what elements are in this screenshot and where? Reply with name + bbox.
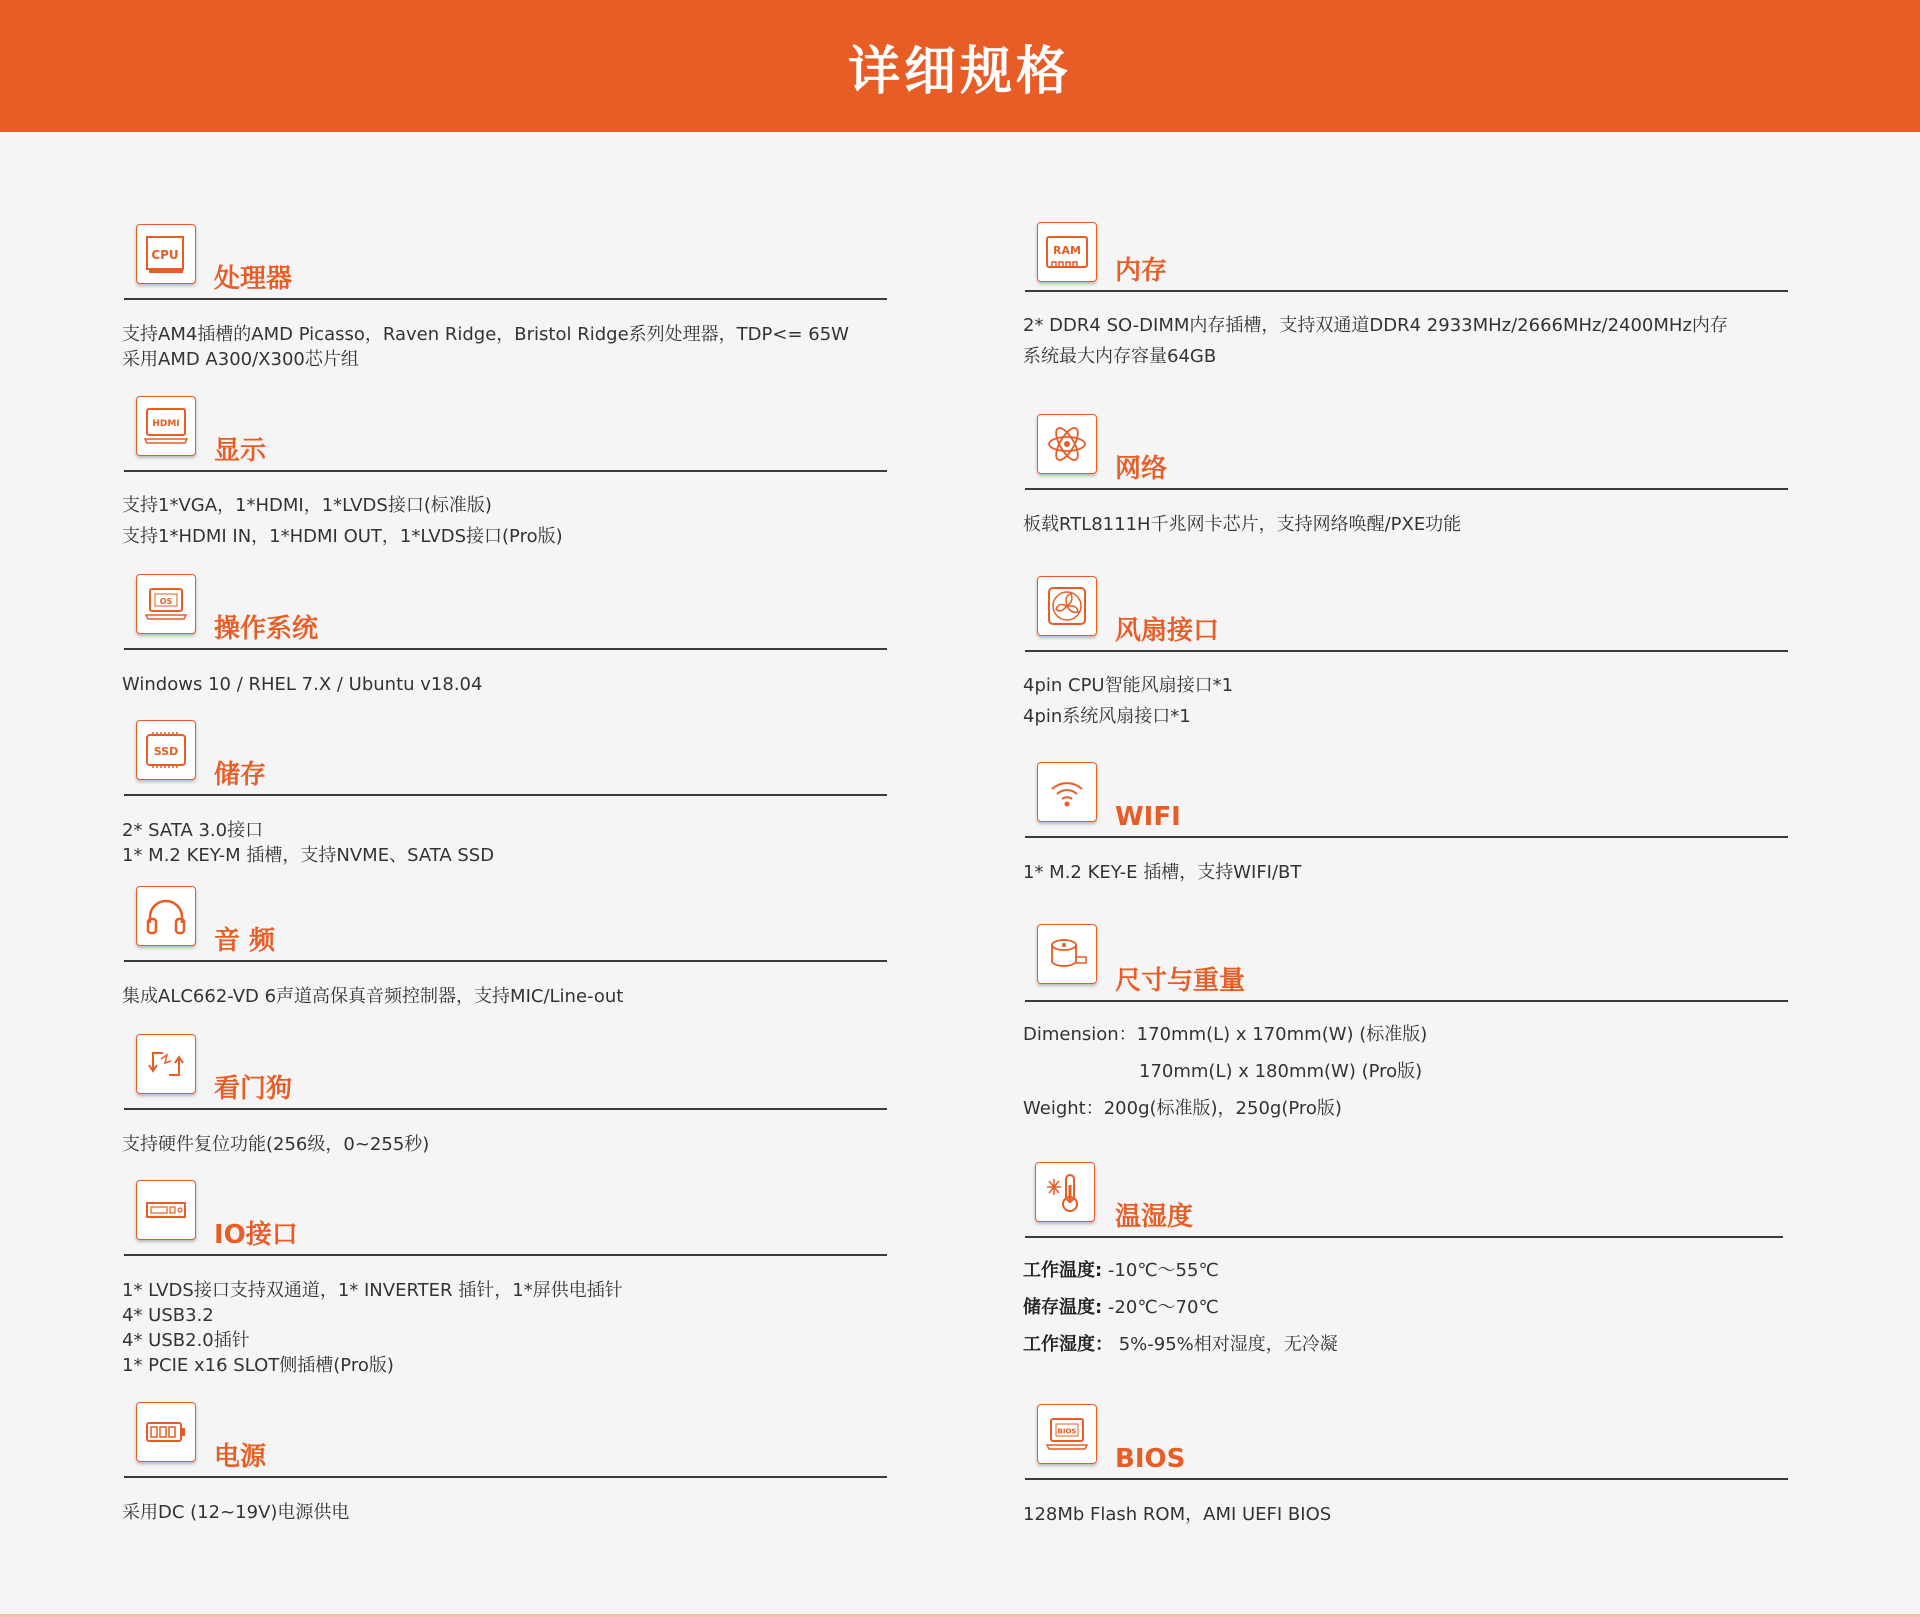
section-memory: [1023, 222, 1788, 372]
spec-line: 支持1*HDMI IN，1*HDMI OUT，1*LVDS接口(Pro版): [122, 526, 563, 547]
divider: [124, 1108, 887, 1110]
divider: [124, 648, 887, 650]
section-title: 电源: [214, 1442, 267, 1472]
svg-text:CPU: CPU: [151, 248, 179, 262]
divider: [124, 298, 887, 300]
section-title: 储存: [214, 760, 267, 790]
header-banner: [0, 0, 1920, 132]
section-title: BIOS: [1115, 1444, 1186, 1474]
os-laptop-icon: [136, 574, 196, 634]
spec-line: Dimension：170mm(L) x 170mm(W) (标准版): [1023, 1024, 1428, 1045]
spec-label: 工作温度:: [1023, 1260, 1103, 1281]
fan-icon: [1037, 576, 1097, 636]
spec-row: [1023, 1289, 1788, 1326]
battery-icon: [136, 1402, 196, 1462]
watchdog-refresh-icon: [136, 1034, 196, 1094]
svg-text:SSD: SSD: [153, 745, 179, 758]
divider: [1025, 650, 1788, 652]
hdmi-monitor-icon: [136, 396, 196, 456]
divider: [1025, 1236, 1783, 1238]
section-title: WIFI: [1115, 802, 1181, 832]
thermometer-icon: [1035, 1162, 1095, 1222]
divider: [124, 794, 887, 796]
section-temperature: [1023, 1162, 1788, 1363]
section-title: 处理器: [214, 264, 293, 294]
section-title: 尺寸与重量: [1115, 966, 1246, 996]
spec-line: 系统最大内存容量64GB: [1023, 346, 1217, 367]
spec-row: [1023, 1252, 1788, 1289]
section-title: IO接口: [214, 1220, 298, 1250]
section-cpu: [122, 224, 887, 372]
divider: [124, 1254, 887, 1256]
section-title: 显示: [214, 436, 267, 466]
bios-laptop-icon: [1037, 1404, 1097, 1464]
spec-value: -10℃～55℃: [1102, 1260, 1219, 1281]
divider: [1025, 290, 1788, 292]
svg-text:HDMI: HDMI: [152, 419, 180, 429]
svg-text:RAM: RAM: [1053, 244, 1081, 257]
spec-line: Windows 10 / RHEL 7.X / Ubuntu v18.04: [122, 674, 483, 695]
divider: [124, 470, 887, 472]
spec-value: -20℃～70℃: [1102, 1297, 1219, 1318]
spec-line: Weight：200g(标准版)，250g(Pro版): [1023, 1098, 1342, 1119]
svg-text:BIOS: BIOS: [1057, 1427, 1077, 1436]
section-title: 看门狗: [214, 1074, 293, 1104]
divider: [1025, 836, 1788, 838]
cpu-icon: [136, 224, 196, 284]
spec-line: 采用DC (12~19V)电源供电: [122, 1502, 350, 1523]
section-watchdog: [122, 1034, 887, 1157]
section-size-weight: [1023, 924, 1788, 1127]
divider: [124, 1476, 887, 1478]
svg-text:OS: OS: [159, 597, 173, 606]
section-title: 网络: [1115, 454, 1168, 484]
spec-line: 2* SATA 3.0接口: [122, 820, 264, 841]
divider: [124, 960, 887, 962]
spec-line: 4* USB2.0插针: [122, 1330, 250, 1351]
section-power: [122, 1402, 887, 1525]
section-os: [122, 574, 887, 697]
section-title: 操作系统: [214, 614, 319, 644]
spec-line: 128Mb Flash ROM，AMI UEFI BIOS: [1023, 1504, 1332, 1525]
spec-line: 支持AM4插槽的AMD Picasso，Raven Ridge，Bristol Ridge系列处理器，TDP<= 65W: [122, 324, 849, 345]
tape-measure-icon: [1037, 924, 1097, 984]
spec-line: 1* M.2 KEY-M 插槽，支持NVME、SATA SSD: [122, 845, 495, 866]
wifi-icon: [1037, 762, 1097, 822]
section-title: 温湿度: [1115, 1202, 1194, 1232]
section-audio: [122, 886, 887, 1009]
spec-line: 2* DDR4 SO-DIMM内存插槽，支持双通道DDR4 2933MHz/2666MHz/2400MHz内存: [1023, 315, 1728, 336]
io-port-icon: [136, 1180, 196, 1240]
divider: [1025, 1000, 1788, 1002]
section-network: [1023, 414, 1788, 537]
spec-label: 储存温度:: [1023, 1297, 1103, 1318]
section-title: 音 频: [214, 926, 276, 956]
spec-line: 板载RTL8111H千兆网卡芯片，支持网络唤醒/PXE功能: [1023, 514, 1462, 535]
section-title: 风扇接口: [1115, 616, 1220, 646]
divider: [1025, 1478, 1788, 1480]
headphones-icon: [136, 886, 196, 946]
spec-line: 1* PCIE x16 SLOT侧插槽(Pro版): [122, 1355, 394, 1376]
spec-line: 支持1*VGA，1*HDMI，1*LVDS接口(标准版): [122, 495, 492, 516]
spec-line: 支持硬件复位功能(256级，0~255秒): [122, 1134, 430, 1155]
ram-icon: [1037, 222, 1097, 282]
section-wifi: [1023, 762, 1788, 885]
spec-line: 集成ALC662-VD 6声道高保真音频控制器，支持MIC/Line-out: [122, 986, 624, 1007]
spec-line: 4* USB3.2: [122, 1305, 214, 1326]
network-atom-icon: [1037, 414, 1097, 474]
section-fan: [1023, 576, 1788, 732]
spec-label: 工作湿度：: [1023, 1334, 1113, 1355]
page-title: 详细规格: [847, 41, 1072, 102]
spec-line: 1* LVDS接口支持双通道，1* INVERTER 插针，1*屏供电插针: [122, 1280, 623, 1301]
spec-value: 5%-95%相对湿度，无冷凝: [1113, 1334, 1338, 1355]
spec-line: 170mm(L) x 180mm(W) (Pro版): [1139, 1061, 1423, 1082]
section-display: [122, 396, 887, 552]
spec-line: 4pin CPU智能风扇接口*1: [1023, 675, 1234, 696]
section-title: 内存: [1115, 256, 1168, 286]
section-io: [122, 1180, 887, 1378]
section-bios: [1023, 1404, 1788, 1527]
ssd-icon: [136, 720, 196, 780]
section-storage: [122, 720, 887, 868]
spec-line: 采用AMD A300/X300芯片组: [122, 349, 359, 370]
spec-row: [1023, 1326, 1788, 1363]
spec-line: 1* M.2 KEY-E 插槽，支持WIFI/BT: [1023, 862, 1302, 883]
divider: [1025, 488, 1788, 490]
spec-line: 4pin系统风扇接口*1: [1023, 706, 1191, 727]
